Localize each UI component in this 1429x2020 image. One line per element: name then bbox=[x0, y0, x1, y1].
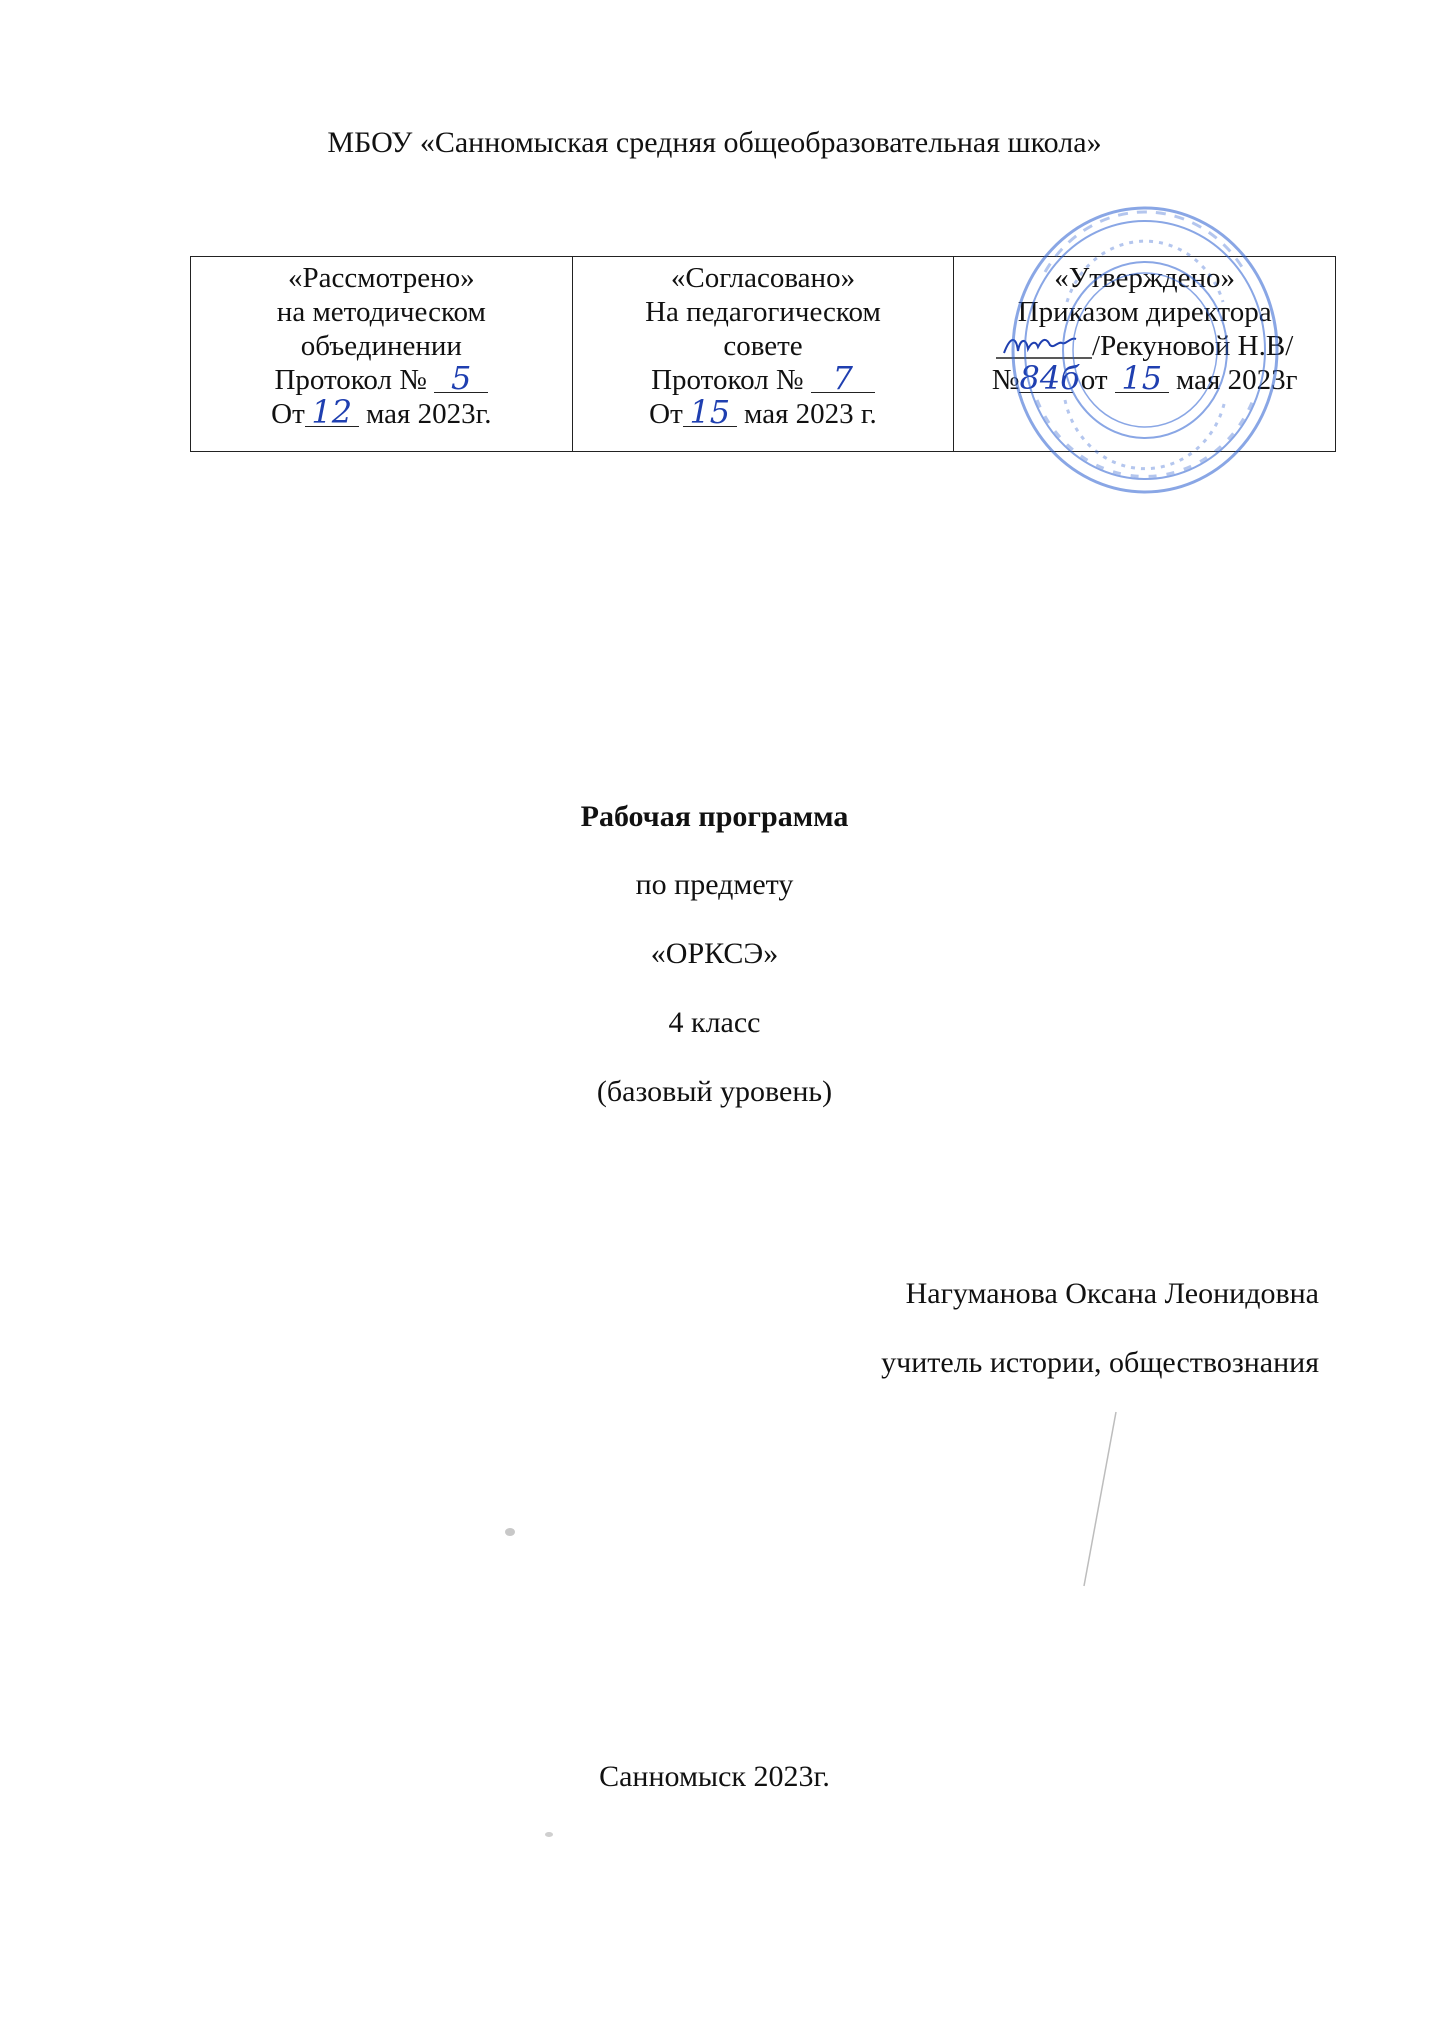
school-seal bbox=[1005, 200, 1285, 500]
scan-speck bbox=[545, 1832, 553, 1837]
reviewed-heading: «Рассмотрено» bbox=[288, 262, 475, 294]
approved-order-number: 84б bbox=[1019, 359, 1080, 397]
reviewed-cell bbox=[191, 257, 573, 452]
reviewed-protocol-label: Протокол № bbox=[274, 364, 427, 396]
agreed-cell bbox=[572, 257, 954, 452]
reviewed-date-prefix: От bbox=[271, 398, 305, 430]
approved-line2: Приказом директора bbox=[1017, 296, 1272, 328]
agreed-line2: На педагогическом bbox=[645, 296, 881, 328]
agreed-protocol-number: 7 bbox=[811, 364, 875, 393]
agreed-date bbox=[579, 393, 948, 431]
author-name: Нагуманова Оксана Леонидовна bbox=[905, 1277, 1319, 1310]
reviewed-date-day: 12 bbox=[305, 398, 359, 427]
scan-speck bbox=[505, 1528, 515, 1536]
approved-order-prefix: № bbox=[991, 364, 1020, 396]
approved-heading: «Утверждено» bbox=[1054, 262, 1236, 294]
program-title: Рабочая программа bbox=[580, 800, 849, 833]
program-level: (базовый уровень) bbox=[596, 1075, 833, 1108]
author-role: учитель истории, обществознания bbox=[881, 1346, 1319, 1379]
reviewed-protocol-number: 5 bbox=[434, 364, 488, 393]
program-subject-prefix: по предмету bbox=[635, 868, 794, 901]
agreed-date-prefix: От bbox=[649, 398, 683, 430]
reviewed-line3: объединении bbox=[300, 330, 462, 362]
agreed-protocol bbox=[579, 359, 948, 397]
agreed-date-day: 15 bbox=[683, 398, 737, 427]
approved-signature-suffix: /Рекуновой Н.В/ bbox=[1092, 330, 1294, 362]
approved-order-mid: от bbox=[1080, 364, 1108, 396]
reviewed-date bbox=[197, 393, 566, 431]
approved-order-day: 15 bbox=[1115, 364, 1169, 393]
scan-artifact-line bbox=[1080, 1410, 1120, 1590]
agreed-line3: совете bbox=[723, 330, 803, 362]
program-grade: 4 класс bbox=[668, 1006, 761, 1039]
program-subject: «ОРКСЭ» bbox=[650, 937, 779, 970]
agreed-heading: «Согласовано» bbox=[670, 262, 856, 294]
place-year: Санномыск 2023г. bbox=[599, 1760, 830, 1793]
reviewed-date-rest: мая 2023г. bbox=[366, 398, 492, 430]
agreed-date-rest: мая 2023 г. bbox=[744, 398, 877, 430]
reviewed-protocol bbox=[197, 359, 566, 397]
school-name: МБОУ «Санномыская средняя общеобразовательная школа» bbox=[327, 126, 1102, 159]
agreed-protocol-label: Протокол № bbox=[651, 364, 804, 396]
reviewed-line2: на методическом bbox=[276, 296, 486, 328]
approved-order-rest: мая 2023г bbox=[1176, 364, 1298, 396]
